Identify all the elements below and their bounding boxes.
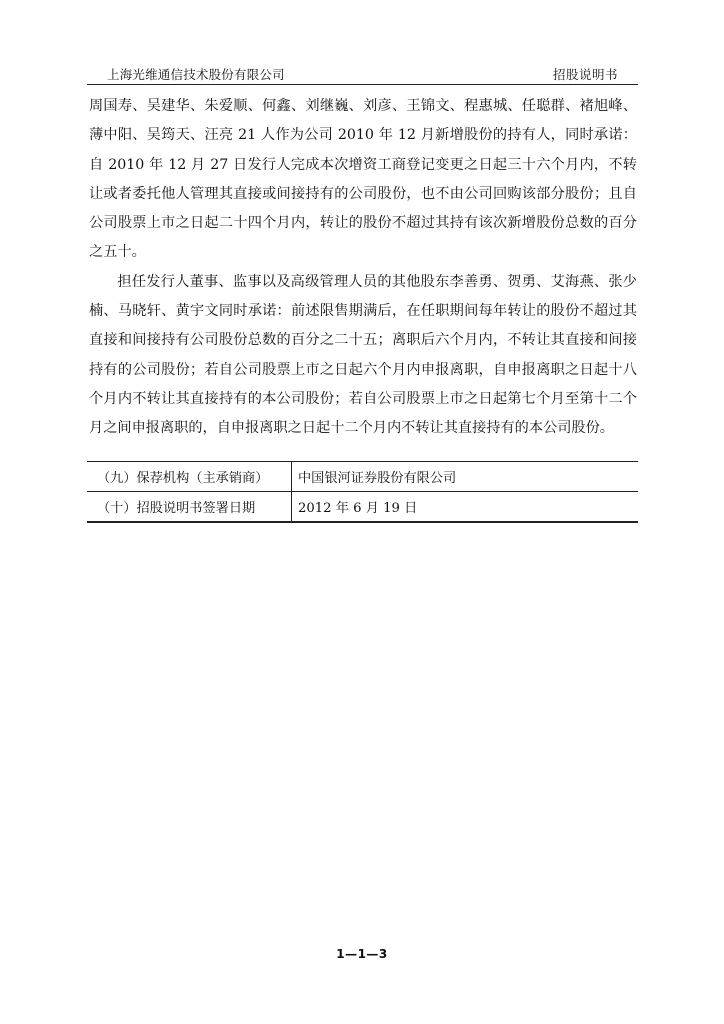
page-header [87, 62, 638, 85]
header-company-name: 上海光维通信技术股份有限公司 [107, 67, 285, 82]
sponsor-label: （九）保荐机构（主承销商） [87, 462, 292, 492]
paragraph-lockup-new-shareholders: 周国寿、吴建华、朱爱顺、何鑫、刘继巍、刘彦、王锦文、程惠城、任聪群、褚旭峰、薄中阳、吴筠天、汪亮 21 人作为公司 2010 年 12 月新增股份的持有人，同时承诺：自 2010 年 12 月 27 日发行人完成本次增资工商登记变更之日起三十六个月内，不转让或者委托他人管理其直接或间接持有的公司股份，也不由公司回购该部分股份；且自公司股票上市之日起二十四个月内，转让的股份不超过其持有该次新增股份总数的百分之五十。 [89, 98, 637, 261]
sponsor-value: 中国银河证券股份有限公司 [292, 462, 639, 492]
table-row [87, 462, 638, 492]
signing-date-value: 2012 年 6 月 19 日 [292, 492, 639, 523]
offering-info-table [87, 461, 638, 523]
page-number: 1—1—3 [336, 947, 388, 961]
signing-date-label: （十）招股说明书签署日期 [87, 492, 292, 523]
paragraph-lockup-directors: 担任发行人董事、监事以及高级管理人员的其他股东李善勇、贺勇、艾海燕、张少楠、马晓轩、黄宇文同时承诺：前述限售期满后，在任职期间每年转让的股份不超过其直接和间接持有公司股份总数的百分之二十五；离职后六个月内，不转让其直接和间接持有的公司股份；若自公司股票上市之日起六个月内申报离职，自申报离职之日起十八个月内不转让其直接持有的本公司股份；若自公司股票上市之日起第七个月至第十二个月之间申报离职的，自申报离职之日起十二个月内不转让其直接持有的本公司股份。 [89, 273, 637, 437]
header-document-type: 招股说明书 [552, 67, 618, 82]
body-text [89, 92, 637, 444]
table-row [87, 492, 638, 523]
